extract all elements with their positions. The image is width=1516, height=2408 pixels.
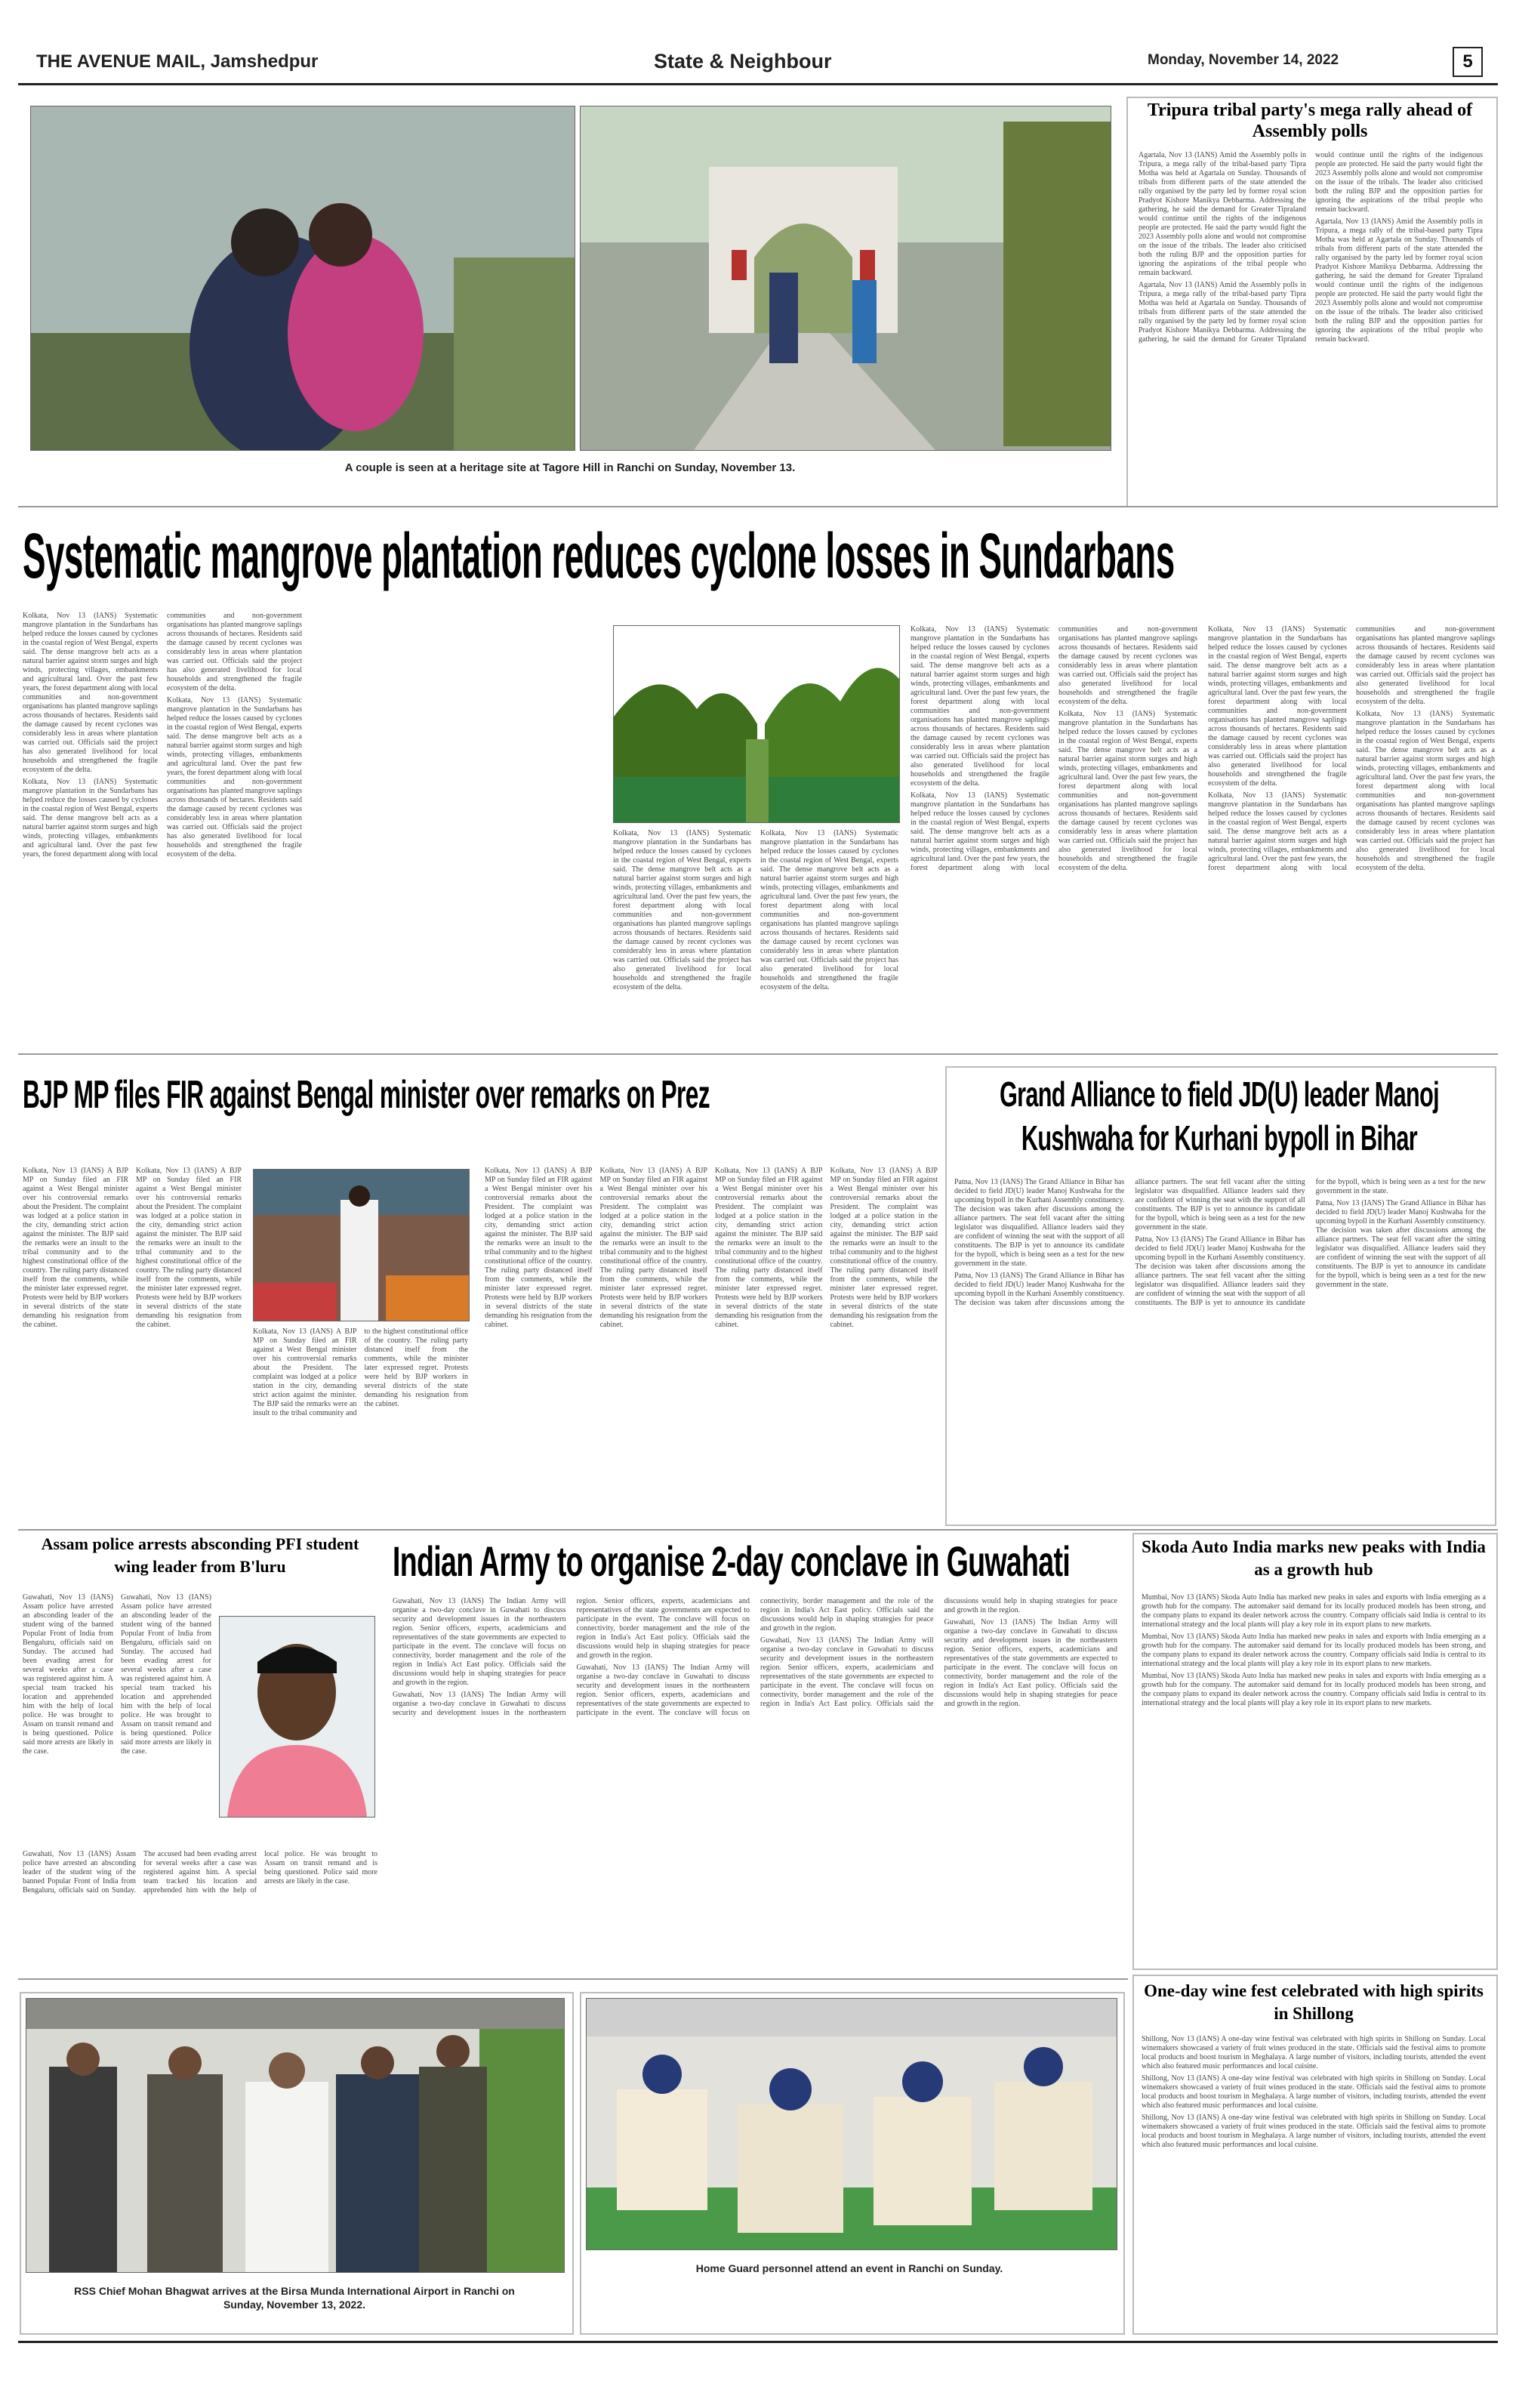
army-body-text-5: Guwahati, Nov 13 (IANS) The Indian Army will organise a two-day conclave in Guwahati to discuss security and development issues in the northeastern region. Senior officers, experts, academicians and representatives of the state governments are expected to participate in the event. The conclave will focus on connectivity, border management and the role of the region in India's Act East policy. Officials said the discussions would help in shaping strategies for peace and growth in the region. <box>944 1618 1117 1708</box>
skoda-body <box>1142 1593 1486 1959</box>
bjp-body-text-3: Kolkata, Nov 13 (IANS) A BJP MP on Sunday filed an FIR against a West Bengal minister over his controversial remarks about the President. The complaint was lodged at a police station in the city, demanding strict action against the minister. The BJP said the remarks were an insult to the tribal community and to the highest constitutional office of the country. The ruling party distanced itself from the comments, while the minister later expressed regret. Protests were held by BJP workers in several districts of the state demanding his resignation from the cabinet. <box>253 1327 468 1417</box>
tagore-hill-photo-right <box>580 106 1111 451</box>
sundarbans-rule <box>18 1053 1498 1055</box>
skoda-headline: Skoda Auto India marks new peaks with India as a growth hub <box>1142 1537 1486 1579</box>
bjp-body-text-5: Kolkata, Nov 13 (IANS) A BJP MP on Sunday filed an FIR against a West Bengal minister over his controversial remarks about the President. The complaint was lodged at a police station in the city, demanding strict action against the minister. The BJP said the remarks were an insult to the tribal community and to the highest constitutional office of the country. The ruling party distanced itself from the comments, while the minister later expressed regret. Protests were held by BJP workers in several districts of the state demanding his resignation from the cabinet. <box>599 1167 707 1329</box>
sundarbans-body-text-3: Kolkata, Nov 13 (IANS) Systematic mangrove plantation in the Sundarbans has helped reduce the losses caused by cyclones in the coastal region of West Bengal, experts said. The dense mangrove belt acts as a natural barrier against storm surges and high winds, protecting villages, embankments and agricultural land. Over the past few years, the forest department along with local communities and non-government organisations has planted mangrove saplings across thousands of hectares. Residents said the damage caused by recent cyclones was considerably less in areas where plantation was carried out. Officials said the project has also generated livelihood for local households and strengthened the fragile ecosystem of the delta. <box>167 696 302 859</box>
assam-police-body-text-3: Guwahati, Nov 13 (IANS) Assam police have arrested an absconding leader of the student wing of the banned Popular Front of India from Bengaluru, officials said on Sunday. The accused had been evading arrest for several weeks after a case was registered against him. A special team tracked his location and apprehended him with the help of local police. He was brought to Assam on transit remand and is being questioned. Police said more arrests are likely in the case. <box>23 1850 377 1895</box>
photo-icon <box>220 1617 374 1817</box>
sundarbans-headline: Systematic mangrove plantation reduces cyclone losses in Sundarbans <box>23 520 1175 591</box>
tagore-hill-caption: A couple is seen at a heritage site at Tagore Hill in Ranchi on Sunday, November 13. <box>344 461 796 474</box>
wine-fest-body <box>1142 2035 1486 2326</box>
tripura-headline: Tripura tribal party's mega rally ahead of Assembly polls <box>1147 100 1473 141</box>
wine-fest-body-text-3: Shillong, Nov 13 (IANS) A one-day wine festival was celebrated with high spirits in Shillong on Sunday. Local winemakers showcased a variety of fruit wines produced in the state. Officials said the festival aims to promote local products and boost tourism in Meghalaya. A large number of visitors, including tourists, attended the event which also featured music performances and local cuisine. <box>1142 2114 1486 2149</box>
skoda-body-text: Mumbai, Nov 13 (IANS) Skoda Auto India has marked new peaks in sales and exports with India emerging as a growth hub for the company. The automaker said demand for its locally produced models has been strong, and the company plans to expand its dealer network across the country. Company officials said India is central to its international strategy and the local plants will play a key role in its export plans to new markets. <box>1142 1593 1486 1629</box>
bjp-body-text-7: Kolkata, Nov 13 (IANS) A BJP MP on Sunday filed an FIR against a West Bengal minister over his controversial remarks about the President. The complaint was lodged at a police station in the city, demanding strict action against the minister. The BJP said the remarks were an insult to the tribal community and to the highest constitutional office of the country. The ruling party distanced itself from the comments, while the minister later expressed regret. Protests were held by BJP workers in several districts of the state demanding his resignation from the cabinet. <box>830 1167 938 1329</box>
page-number: 5 <box>1453 47 1483 77</box>
masthead-rule <box>18 83 1498 85</box>
grand-alliance-body-text: Patna, Nov 13 (IANS) The Grand Alliance in Bihar has decided to field JD(U) leader Manoj Kushwaha for the upcoming bypoll in the Kurhani Assembly constituency. The decision was taken after discussions among the alliance partners. The seat fell vacant after the sitting legislator was disqualified. Alliance leaders said they are confident of winning the seat with the support of all constituents. The BJP is yet to announce its candidate for the bypoll, which is being seen as a test for the new government in the state. <box>954 1178 1125 1268</box>
bjp-col-1 <box>23 1167 242 1522</box>
sundarbans-col-2 <box>613 829 898 1041</box>
photo-icon <box>587 1999 1117 2249</box>
sundarbans-col-3 <box>911 625 1197 1041</box>
wine-fest-headline: One-day wine fest celebrated with high spirits in Shillong <box>1144 1981 1484 2023</box>
grand-alliance-body-text-3: Patna, Nov 13 (IANS) The Grand Alliance in Bihar has decided to field JD(U) leader Manoj Kushwaha for the upcoming bypoll in the Kurhani Assembly constituency. The decision was taken after discussions among the alliance partners. The seat fell vacant after the sitting legislator was disqualified. Alliance leaders said they are confident of winning the seat with the support of all constituents. The BJP is yet to announce its candidate for the bypoll, which is being seen as a test for the new government in the state. <box>1135 1178 1486 1307</box>
army-body-text-2: Guwahati, Nov 13 (IANS) The Indian Army will organise a two-day conclave in Guwahati to discuss security and development issues in the northeastern region. Senior officers, experts, academicians and representatives of the state governments are expected to participate in the event. The conclave will focus on connectivity, border management and the role of the region in India's Act East policy. Officials said the discussions would help in shaping strategies for peace and growth in the region. <box>393 1597 750 1717</box>
assam-police-col-1 <box>23 1593 211 1842</box>
bjp-headline: BJP MP files FIR against Bengal minister over remarks on Prez <box>23 1073 710 1117</box>
army-body-text-3: Guwahati, Nov 13 (IANS) The Indian Army will organise a two-day conclave in Guwahati to discuss security and development issues in the northeastern region. Senior officers, experts, academicians and representatives of the state governments are expected to participate in the event. The conclave will focus on connectivity, border management and the role of the region in India's Act East policy. Officials said the discussions would help in shaping strategies for peace and growth in the region. <box>576 1597 934 1717</box>
army-headline: Indian Army to organise 2-day conclave in Guwahati <box>393 1537 1071 1585</box>
army-headline-wrap <box>393 1537 1121 1589</box>
assam-police-headline: Assam police arrests absconding PFI student wing leader from B'luru <box>41 1534 359 1576</box>
sundarbans-body-text-11: Kolkata, Nov 13 (IANS) Systematic mangrove plantation in the Sundarbans has helped reduce the losses caused by cyclones in the coastal region of West Bengal, experts said. The dense mangrove belt acts as a natural barrier against storm surges and high winds, protecting villages, embankments and agricultural land. Over the past few years, the forest department along with local communities and non-government organisations has planted mangrove saplings across thousands of hectares. Residents said the damage caused by recent cyclones was considerably less in areas where plantation was carried out. Officials said the project has also generated livelihood for local households and strengthened the fragile ecosystem of the delta. <box>1356 710 1495 872</box>
airport-photo <box>26 1998 565 2273</box>
sundarbans-body-text: Kolkata, Nov 13 (IANS) Systematic mangrove plantation in the Sundarbans has helped reduce the losses caused by cyclones in the coastal region of West Bengal, experts said. The dense mangrove belt acts as a natural barrier against storm surges and high winds, protecting villages, embankments and agricultural land. Over the past few years, the forest department along with local communities and non-government organisations has planted mangrove saplings across thousands of hectares. Residents said the damage caused by recent cyclones was considerably less in areas where plantation was carried out. Officials said the project has also generated livelihood for local households and strengthened the fragile ecosystem of the delta. <box>23 612 158 774</box>
plantation-photo <box>613 625 900 823</box>
police-caption: Home Guard personnel attend an event in Ranchi on Sunday. <box>695 2262 1003 2274</box>
photo-icon <box>26 1999 564 2272</box>
tagore-hill-photo-left <box>30 106 575 451</box>
sundarbans-body-text-6: Kolkata, Nov 13 (IANS) Systematic mangrove plantation in the Sundarbans has helped reduce the losses caused by cyclones in the coastal region of West Bengal, experts said. The dense mangrove belt acts as a natural barrier against storm surges and high winds, protecting villages, embankments and agricultural land. Over the past few years, the forest department along with local communities and non-government organisations has planted mangrove saplings across thousands of hectares. Residents said the damage caused by recent cyclones was considerably less in areas where plantation was carried out. Officials said the project has also generated livelihood for local households and strengthened the fragile ecosystem of the delta. <box>911 625 1049 788</box>
footer-rule <box>18 2341 1498 2343</box>
tripura-body-text-3: Agartala, Nov 13 (IANS) Amid the Assembly polls in Tripura, a mega rally of the tribal-based party Tipra Motha was held at Agartala on Sunday. Thousands of tribals from different parts of the state attended the rally organised by the party led by former royal scion Pradyot Kishore Manikya Debbarma. Addressing the gathering, he said the demand for Greater Tipraland would continue until the rights of the indigenous people are protected. He said the party would fight the 2023 Assembly polls alone and would not compromise on the issue of the tribals. The leader also criticised both the ruling BJP and the opposition parties for ignoring the aspirations of the tribal people who remain backward. <box>1315 217 1483 344</box>
photo-icon <box>254 1170 469 1321</box>
tripura-body <box>1139 151 1483 498</box>
wine-fest-body-text-2: Shillong, Nov 13 (IANS) A one-day wine festival was celebrated with high spirits in Shillong on Sunday. Local winemakers showcased a variety of fruit wines produced in the state. Officials said the festival aims to promote local products and boost tourism in Meghalaya. A large number of visitors, including tourists, attended the event which also featured music performances and local cuisine. <box>1142 2074 1486 2110</box>
sundarbans-body-text-10: Kolkata, Nov 13 (IANS) Systematic mangrove plantation in the Sundarbans has helped reduce the losses caused by cyclones in the coastal region of West Bengal, experts said. The dense mangrove belt acts as a natural barrier against storm surges and high winds, protecting villages, embankments and agricultural land. Over the past few years, the forest department along with local communities and non-government organisations has planted mangrove saplings across thousands of hectares. Residents said the damage caused by recent cyclones was considerably less in areas where plantation was carried out. Officials said the project has also generated livelihood for local households and strengthened the fragile ecosystem of the delta. <box>1208 625 1495 872</box>
tripura-body-text: Agartala, Nov 13 (IANS) Amid the Assembly polls in Tripura, a mega rally of the tribal-based party Tipra Motha was held at Agartala on Sunday. Thousands of tribals from different parts of the state attended the rally organised by the party led by former royal scion Pradyot Kishore Manikya Debbarma. Addressing the gathering, he said the demand for Greater Tipraland would continue until the rights of the indigenous people are protected. He said the party would fight the 2023 Assembly polls alone and would not compromise on the issue of the tribals. The leader also criticised both the ruling BJP and the opposition parties for ignoring the aspirations of the tribal people who remain backward. <box>1139 151 1306 277</box>
sundarbans-headline-wrap <box>23 518 1495 598</box>
lower-rule <box>18 1978 1128 1980</box>
assam-police-body-text: Guwahati, Nov 13 (IANS) Assam police have arrested an absconding leader of the student wing of the banned Popular Front of India from Bengaluru, officials said on Sunday. The accused had been evading arrest for several weeks after a case was registered against him. A special team tracked his location and apprehended him with the help of local police. He was brought to Assam on transit remand and is being questioned. Police said more arrests are likely in the case. <box>23 1593 113 1756</box>
sundarbans-body-text-9: Kolkata, Nov 13 (IANS) Systematic mangrove plantation in the Sundarbans has helped reduce the losses caused by cyclones in the coastal region of West Bengal, experts said. The dense mangrove belt acts as a natural barrier against storm surges and high winds, protecting villages, embankments and agricultural land. Over the past few years, the forest department along with local communities and non-government organisations has planted mangrove saplings across thousands of hectares. Residents said the damage caused by recent cyclones was considerably less in areas where plantation was carried out. Officials said the project has also generated livelihood for local households and strengthened the fragile ecosystem of the delta. <box>1208 625 1347 788</box>
bjp-col-2 <box>253 1327 468 1522</box>
bjp-body-text-6: Kolkata, Nov 13 (IANS) A BJP MP on Sunday filed an FIR against a West Bengal minister over his controversial remarks about the President. The complaint was lodged at a police station in the city, demanding strict action against the minister. The BJP said the remarks were an insult to the tribal community and to the highest constitutional office of the country. The ruling party distanced itself from the comments, while the minister later expressed regret. Protests were held by BJP workers in several districts of the state demanding his resignation from the cabinet. <box>715 1167 823 1329</box>
assam-police-body-text-2: Guwahati, Nov 13 (IANS) Assam police have arrested an absconding leader of the student wing of the banned Popular Front of India from Bengaluru, officials said on Sunday. The accused had been evading arrest for several weeks after a case was registered against him. A special team tracked his location and apprehended him with the help of local police. He was brought to Assam on transit remand and is being questioned. Police said more arrests are likely in the case. <box>121 1593 211 1756</box>
sundarbans-body-text-7: Kolkata, Nov 13 (IANS) Systematic mangrove plantation in the Sundarbans has helped reduce the losses caused by cyclones in the coastal region of West Bengal, experts said. The dense mangrove belt acts as a natural barrier against storm surges and high winds, protecting villages, embankments and agricultural land. Over the past few years, the forest department along with local communities and non-government organisations has planted mangrove saplings across thousands of hectares. Residents said the damage caused by recent cyclones was considerably less in areas where plantation was carried out. Officials said the project has also generated livelihood for local households and strengthened the fragile ecosystem of the delta. <box>911 625 1197 872</box>
grand-alliance-body-text-4: Patna, Nov 13 (IANS) The Grand Alliance in Bihar has decided to field JD(U) leader Manoj Kushwaha for the upcoming bypoll in the Kurhani Assembly constituency. The decision was taken after discussions among the alliance partners. The seat fell vacant after the sitting legislator was disqualified. Alliance leaders said they are confident of winning the seat with the support of all constituents. The BJP is yet to announce its candidate for the bypoll, which is being seen as a test for the new government in the state. <box>1315 1199 1486 1289</box>
sundarbans-body-text-2: Kolkata, Nov 13 (IANS) Systematic mangrove plantation in the Sundarbans has helped reduce the losses caused by cyclones in the coastal region of West Bengal, experts said. The dense mangrove belt acts as a natural barrier against storm surges and high winds, protecting villages, embankments and agricultural land. Over the past few years, the forest department along with local communities and non-government organisations has planted mangrove saplings across thousands of hectares. Residents said the damage caused by recent cyclones was considerably less in areas where plantation was carried out. Officials said the project has also generated livelihood for local households and strengthened the fragile ecosystem of the delta. <box>23 612 302 859</box>
middle-rule <box>18 1529 1498 1531</box>
photo-icon <box>31 106 575 450</box>
army-body <box>393 1597 1117 1971</box>
army-body-text-4: Guwahati, Nov 13 (IANS) The Indian Army will organise a two-day conclave in Guwahati to discuss security and development issues in the northeastern region. Senior officers, experts, academicians and representatives of the state governments are expected to participate in the event. The conclave will focus on connectivity, border management and the role of the region in India's Act East policy. Officials said the discussions would help in shaping strategies for peace and growth in the region. <box>760 1597 1117 1708</box>
army-body-text: Guwahati, Nov 13 (IANS) The Indian Army will organise a two-day conclave in Guwahati to discuss security and development issues in the northeastern region. Senior officers, experts, academicians and representatives of the state governments are expected to participate in the event. The conclave will focus on connectivity, border management and the role of the region in India's Act East policy. Officials said the discussions would help in shaping strategies for peace and growth in the region. <box>393 1597 566 1687</box>
sundarbans-body-text-8: Kolkata, Nov 13 (IANS) Systematic mangrove plantation in the Sundarbans has helped reduce the losses caused by cyclones in the coastal region of West Bengal, experts said. The dense mangrove belt acts as a natural barrier against storm surges and high winds, protecting villages, embankments and agricultural land. Over the past few years, the forest department along with local communities and non-government organisations has planted mangrove saplings across thousands of hectares. Residents said the damage caused by recent cyclones was considerably less in areas where plantation was carried out. Officials said the project has also generated livelihood for local households and strengthened the fragile ecosystem of the delta. <box>1058 710 1197 872</box>
bjp-col-3 <box>485 1167 938 1522</box>
skoda-body-text-3: Mumbai, Nov 13 (IANS) Skoda Auto India has marked new peaks in sales and exports with India emerging as a growth hub for the company. The automaker said demand for its locally produced models has been strong, and the company plans to expand its dealer network across the country. Company officials said India is central to its international strategy and the local plants will play a key role in its export plans to new markets. <box>1142 1672 1486 1707</box>
portrait-photo <box>219 1616 375 1818</box>
paper-name: THE AVENUE MAIL, Jamshedpur <box>36 51 319 72</box>
top-row-rule <box>18 506 1498 507</box>
grand-alliance-body <box>954 1178 1486 1510</box>
rally-photo <box>253 1169 470 1321</box>
sundarbans-body-text-5: Kolkata, Nov 13 (IANS) Systematic mangrove plantation in the Sundarbans has helped reduce the losses caused by cyclones in the coastal region of West Bengal, experts said. The dense mangrove belt acts as a natural barrier against storm surges and high winds, protecting villages, embankments and agricultural land. Over the past few years, the forest department along with local communities and non-government organisations has planted mangrove saplings across thousands of hectares. Residents said the damage caused by recent cyclones was considerably less in areas where plantation was carried out. Officials said the project has also generated livelihood for local households and strengthened the fragile ecosystem of the delta. <box>760 829 898 991</box>
grand-alliance-body-text-2: Patna, Nov 13 (IANS) The Grand Alliance in Bihar has decided to field JD(U) leader Manoj Kushwaha for the upcoming bypoll in the Kurhani Assembly constituency. The decision was taken after discussions among the alliance partners. The seat fell vacant after the sitting legislator was disqualified. Alliance leaders said they are confident of winning the seat with the support of all constituents. The BJP is yet to announce its candidate for the bypoll, which is being seen as a test for the new government in the state. <box>954 1178 1305 1307</box>
bjp-body-text-2: Kolkata, Nov 13 (IANS) A BJP MP on Sunday filed an FIR against a West Bengal minister over his controversial remarks about the President. The complaint was lodged at a police station in the city, demanding strict action against the minister. The BJP said the remarks were an insult to the tribal community and to the highest constitutional office of the country. The ruling party distanced itself from the comments, while the minister later expressed regret. Protests were held by BJP workers in several districts of the state demanding his resignation from the cabinet. <box>136 1167 242 1329</box>
sundarbans-col-1 <box>23 612 302 1034</box>
section-title: State & Neighbour <box>654 50 832 72</box>
bjp-headline-wrap <box>23 1072 936 1118</box>
photo-icon <box>614 626 899 822</box>
skoda-body-text-2: Mumbai, Nov 13 (IANS) Skoda Auto India has marked new peaks in sales and exports with India emerging as a growth hub for the company. The automaker said demand for its locally produced models has been strong, and the company plans to expand its dealer network across the country. Company officials said India is central to its international strategy and the local plants will play a key role in its export plans to new markets. <box>1142 1633 1486 1668</box>
grand-alliance-headline: Grand Alliance to field JD(U) leader Manoj Kushwaha for Kurhani bypoll in Bihar <box>999 1075 1439 1158</box>
masthead <box>18 45 1498 79</box>
photo-icon <box>581 106 1111 450</box>
police-photo <box>586 1998 1117 2250</box>
airport-caption: RSS Chief Mohan Bhagwat arrives at the Birsa Munda International Airport in Ranchi on Sunday, November 13, 2022. <box>74 2285 515 2311</box>
wine-fest-body-text: Shillong, Nov 13 (IANS) A one-day wine festival was celebrated with high spirits in Shillong on Sunday. Local winemakers showcased a variety of fruit wines produced in the state. Officials said the festival aims to promote local products and boost tourism in Meghalaya. A large number of visitors, including tourists, attended the event which also featured music performances and local cuisine. <box>1142 2035 1486 2070</box>
page-date: Monday, November 14, 2022 <box>1148 52 1339 68</box>
sundarbans-body-text-4: Kolkata, Nov 13 (IANS) Systematic mangrove plantation in the Sundarbans has helped reduce the losses caused by cyclones in the coastal region of West Bengal, experts said. The dense mangrove belt acts as a natural barrier against storm surges and high winds, protecting villages, embankments and agricultural land. Over the past few years, the forest department along with local communities and non-government organisations has planted mangrove saplings across thousands of hectares. Residents said the damage caused by recent cyclones was considerably less in areas where plantation was carried out. Officials said the project has also generated livelihood for local households and strengthened the fragile ecosystem of the delta. <box>613 829 751 991</box>
tripura-body-text-2: Agartala, Nov 13 (IANS) Amid the Assembly polls in Tripura, a mega rally of the tribal-based party Tipra Motha was held at Agartala on Sunday. Thousands of tribals from different parts of the state attended the rally organised by the party led by former royal scion Pradyot Kishore Manikya Debbarma. Addressing the gathering, he said the demand for Greater Tipraland would continue until the rights of the indigenous people are protected. He said the party would fight the 2023 Assembly polls alone and would not compromise on the issue of the tribals. The leader also criticised both the ruling BJP and the opposition parties for ignoring the aspirations of the tribal people who remain backward. <box>1139 151 1483 344</box>
bjp-body-text-4: Kolkata, Nov 13 (IANS) A BJP MP on Sunday filed an FIR against a West Bengal minister over his controversial remarks about the President. The complaint was lodged at a police station in the city, demanding strict action against the minister. The BJP said the remarks were an insult to the tribal community and to the highest constitutional office of the country. The ruling party distanced itself from the comments, while the minister later expressed regret. Protests were held by BJP workers in several districts of the state demanding his resignation from the cabinet. <box>485 1167 593 1329</box>
bjp-body-text: Kolkata, Nov 13 (IANS) A BJP MP on Sunday filed an FIR against a West Bengal minister over his controversial remarks about the President. The complaint was lodged at a police station in the city, demanding strict action against the minister. The BJP said the remarks were an insult to the tribal community and to the highest constitutional office of the country. The ruling party distanced itself from the comments, while the minister later expressed regret. Protests were held by BJP workers in several districts of the state demanding his resignation from the cabinet. <box>23 1167 128 1329</box>
assam-police-col-2 <box>23 1850 377 1971</box>
grand-alliance-headline-wrap <box>953 1072 1486 1163</box>
sundarbans-col-4 <box>1208 625 1495 1041</box>
